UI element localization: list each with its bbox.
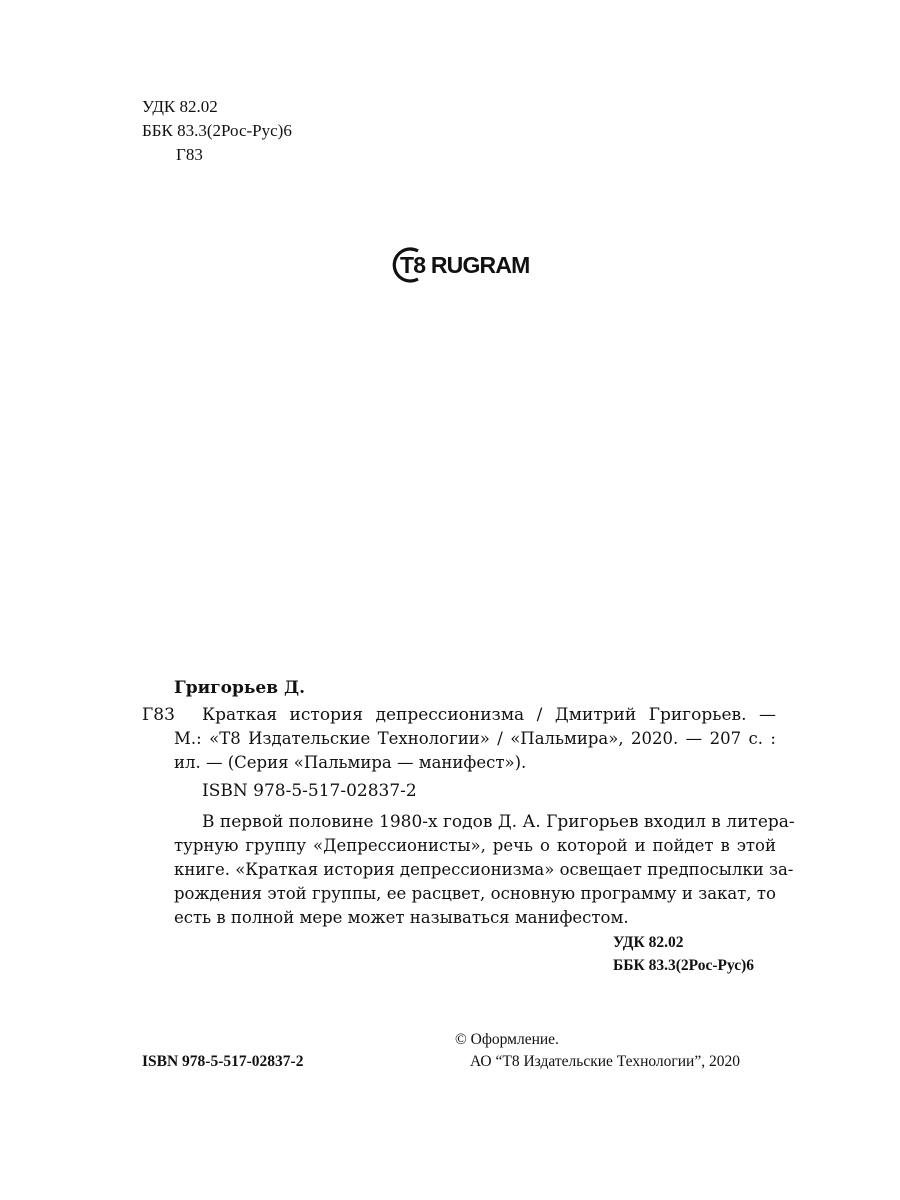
annotation-line-5: есть в полной мере может называться манифестом.: [174, 908, 629, 927]
annotation-line-4: рождения этой группы, ее расцвет, основную программу и закат, то: [174, 884, 776, 903]
title-line-3: ил. — (Серия «Пальмира — манифест»).: [174, 753, 527, 772]
title-line-2: М.: «Т8 Издательские Технологии» / «Пальмира», 2020. — 207 с. :: [174, 729, 776, 748]
bbk-code-top: ББК 83.3(2Рос-Рус)6: [142, 121, 292, 140]
annotation-line-1: В первой половине 1980-х годов Д. А. Григорьев входил в литера-: [202, 812, 795, 832]
copyright-line-1: © Оформление.: [455, 1031, 559, 1048]
publisher-logo-text: T8 RUGRAM: [400, 251, 530, 278]
annotation-line-2: турную группу «Депрессионисты», речь о которой и пойдет в этой: [174, 836, 776, 855]
isbn-footer: ISBN 978-5-517-02837-2: [142, 1053, 304, 1070]
udk-code-top: УДК 82.02: [142, 97, 218, 116]
udk-code-bottom: УДК 82.02: [613, 934, 684, 951]
bbk-code-bottom: ББК 83.3(2Рос-Рус)6: [613, 957, 755, 974]
author-heading: Григорьев Д.: [174, 678, 305, 698]
copyright-line-2: АО “Т8 Издательские Технологии”, 2020: [470, 1053, 740, 1070]
author-mark-top: Г83: [176, 145, 203, 164]
author-mark: Г83: [142, 705, 175, 725]
title-line-1: Краткая история депрессионизма / Дмитрий Григорьев. —: [202, 705, 776, 725]
publisher-logo: [388, 243, 538, 287]
isbn-record: ISBN 978-5-517-02837-2: [202, 781, 417, 801]
annotation-line-3: книге. «Краткая история депрессионизма» освещает предпосылки за-: [174, 860, 794, 879]
